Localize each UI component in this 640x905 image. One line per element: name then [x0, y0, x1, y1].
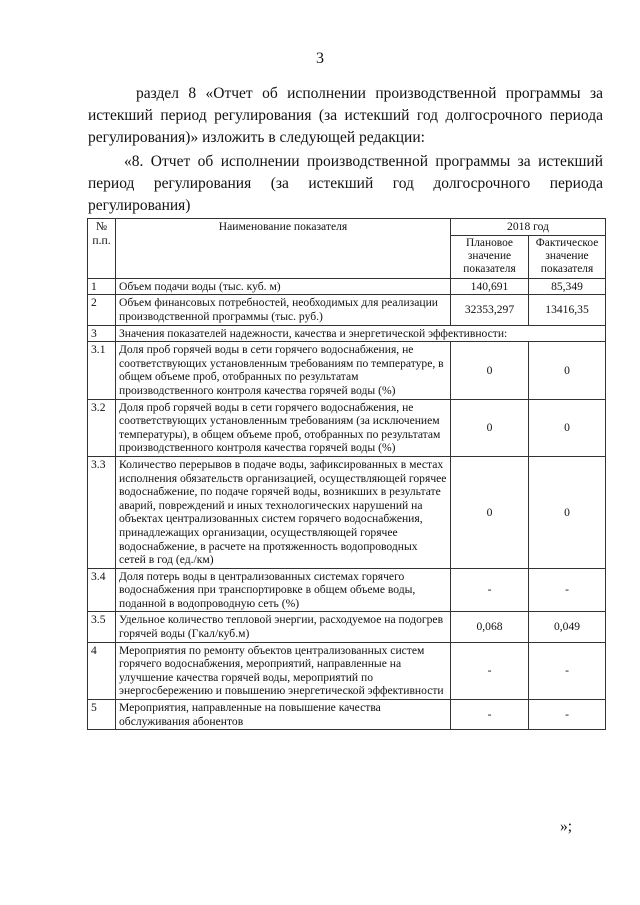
row-fact-value: 0,049	[529, 612, 606, 642]
row-number: 3.1	[88, 342, 116, 399]
row-number: 3.2	[88, 399, 116, 456]
row-plan-value: 32353,297	[451, 295, 529, 325]
row-fact-value: 0	[529, 342, 606, 399]
table-header-row	[88, 219, 606, 236]
row-number: 2	[88, 295, 116, 325]
table-row	[88, 295, 606, 325]
row-fact-value: -	[529, 568, 606, 612]
row-name: Объем финансовых потребностей, необходимых для реализации производственной программы (тыс. руб.)	[116, 295, 451, 325]
row-name: Количество перерывов в подаче воды, зафиксированных в местах исполнения обязательств организацией, осуществляющей горячее водоснабжение, по подаче горячей воды, возникших в результате аварий, повреждений и иных технологических нарушений на объектах централизованных систем горячего водоснабжения, принадлежащих организации, осуществляющей горячее водоснабжение, в расчете на протяженность водопроводных сетей в год (ед./км)	[116, 456, 451, 568]
row-number: 1	[88, 278, 116, 295]
row-name: Объем подачи воды (тыс. куб. м)	[116, 278, 451, 295]
table-row	[88, 456, 606, 568]
table-row	[88, 612, 606, 642]
row-name: Удельное количество тепловой энергии, расходуемое на подогрев горячей воды (Гкал/куб.м)	[116, 612, 451, 642]
header-year: 2018 год	[451, 219, 606, 236]
row-number: 3.3	[88, 456, 116, 568]
row-name: Доля потерь воды в централизованных системах горячего водоснабжения при транспортировке в общем объеме воды, поданной в водопроводную сеть (%)	[116, 568, 451, 612]
table-row	[88, 342, 606, 399]
row-plan-value: 0,068	[451, 612, 529, 642]
table-row	[88, 642, 606, 699]
row-number: 3.5	[88, 612, 116, 642]
row-name: Мероприятия, направленные на повышение качества обслуживания абонентов	[116, 700, 451, 730]
table-row	[88, 278, 606, 295]
row-plan-value: 0	[451, 342, 529, 399]
page-number: 3	[316, 50, 324, 67]
table-row	[88, 700, 606, 730]
row-fact-value: 0	[529, 399, 606, 456]
row-plan-value: 140,691	[451, 278, 529, 295]
header-name: Наименование показателя	[116, 219, 451, 279]
row-number: 3	[88, 325, 116, 342]
row-plan-value: 0	[451, 399, 529, 456]
row-plan-value: -	[451, 642, 529, 699]
row-fact-value: 0	[529, 456, 606, 568]
closing-quote: »;	[560, 818, 573, 835]
header-fact: Фактическое значение показателя	[529, 235, 606, 278]
row-plan-value: -	[451, 568, 529, 612]
report-table	[87, 218, 606, 730]
section-title-paragraph: «8. Отчет об исполнении производственной программы за истекший период регулирования (за истекший год долгосрочного периода регулирования)	[88, 153, 603, 214]
header-num: № п.п.	[88, 219, 116, 279]
table-row	[88, 325, 606, 342]
row-fact-value: -	[529, 700, 606, 730]
header-plan: Плановое значение показателя	[451, 235, 529, 278]
row-plan-value: 0	[451, 456, 529, 568]
row-fact-value: -	[529, 642, 606, 699]
row-plan-value: -	[451, 700, 529, 730]
intro-paragraph: раздел 8 «Отчет об исполнении производственной программы за истекший период регулирования (за истекший год долгосрочного периода регулирования)» изложить в следующей редакции:	[88, 85, 603, 146]
row-fact-value: 13416,35	[529, 295, 606, 325]
row-name: Доля проб горячей воды в сети горячего водоснабжения, не соответствующих установленным требованиям по температуре, в общем объеме проб, отобранных по результатам производственного контроля качества горячей воды (%)	[116, 342, 451, 399]
row-name: Доля проб горячей воды в сети горячего водоснабжения, не соответствующих установленным требованиям (за исключением температуры), в общем объеме проб, отобранных по результатам производственного контроля качества горячей воды (%)	[116, 399, 451, 456]
table-row	[88, 399, 606, 456]
row-fact-value: 85,349	[529, 278, 606, 295]
row-name: Значения показателей надежности, качества и энергетической эффективности:	[116, 325, 606, 342]
row-name: Мероприятия по ремонту объектов централизованных систем горячего водоснабжения, мероприятий, направленные на улучшение качества горячей воды, мероприятий по энергосбережению и повышению энергетической эффективности	[116, 642, 451, 699]
row-number: 5	[88, 700, 116, 730]
table-row	[88, 568, 606, 612]
row-number: 4	[88, 642, 116, 699]
row-number: 3.4	[88, 568, 116, 612]
